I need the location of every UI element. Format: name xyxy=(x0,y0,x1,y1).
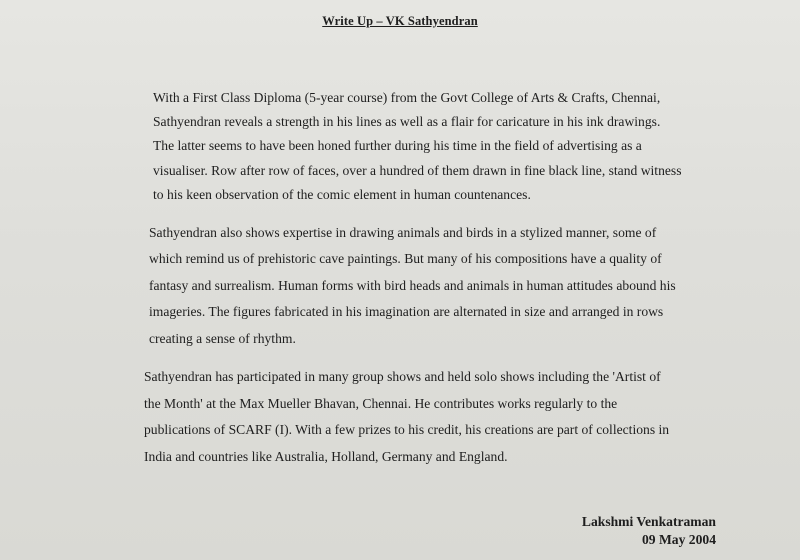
signature-date: 09 May 2004 xyxy=(641,532,716,547)
text-line: to his keen observation of the comic element in human countenances. xyxy=(153,186,531,202)
signature-name: Lakshmi Venkatraman xyxy=(581,514,716,529)
paragraph-3 xyxy=(144,364,669,470)
text-line: Sathyendran has participated in many group shows and held solo shows including the 'Artist of xyxy=(144,369,661,384)
text-line: Sathyendran also shows expertise in drawing animals and birds in a stylized manner, some of xyxy=(149,225,657,240)
paragraph-1 xyxy=(153,86,682,207)
text-line: India and countries like Australia, Holland, Germany and England. xyxy=(144,448,508,464)
text-line: With a First Class Diploma (5-year course) from the Govt College of Arts & Crafts, Chennai, xyxy=(153,90,661,105)
document-title: Write Up – VK Sathyendran xyxy=(322,14,478,28)
text-line: which remind us of prehistoric cave paintings. But many of his compositions have a quality of xyxy=(149,251,662,267)
text-line: The latter seems to have been honed further during his time in the field of advertising as a xyxy=(153,138,642,154)
paragraph-2 xyxy=(149,220,676,352)
text-line: publications of SCARF (I). With a few prizes to his credit, his creations are part of collections in xyxy=(144,422,670,437)
text-line: creating a sense of rhythm. xyxy=(149,330,296,346)
text-line: visualiser. Row after row of faces, over a hundred of them drawn in fine black line, stand witness xyxy=(153,162,682,178)
text-line: fantasy and surrealism. Human forms with bird heads and animals in human attitudes abound his xyxy=(149,277,676,293)
text-line: Sathyendran reveals a strength in his lines as well as a flair for caricature in his ink drawings. xyxy=(153,114,661,130)
text-line: the Month' at the Max Mueller Bhavan, Chennai. He contributes works regularly to the xyxy=(144,395,618,411)
text-line: imageries. The figures fabricated in his imagination are alternated in size and arranged in rows xyxy=(149,304,664,320)
signature-block xyxy=(582,513,716,549)
